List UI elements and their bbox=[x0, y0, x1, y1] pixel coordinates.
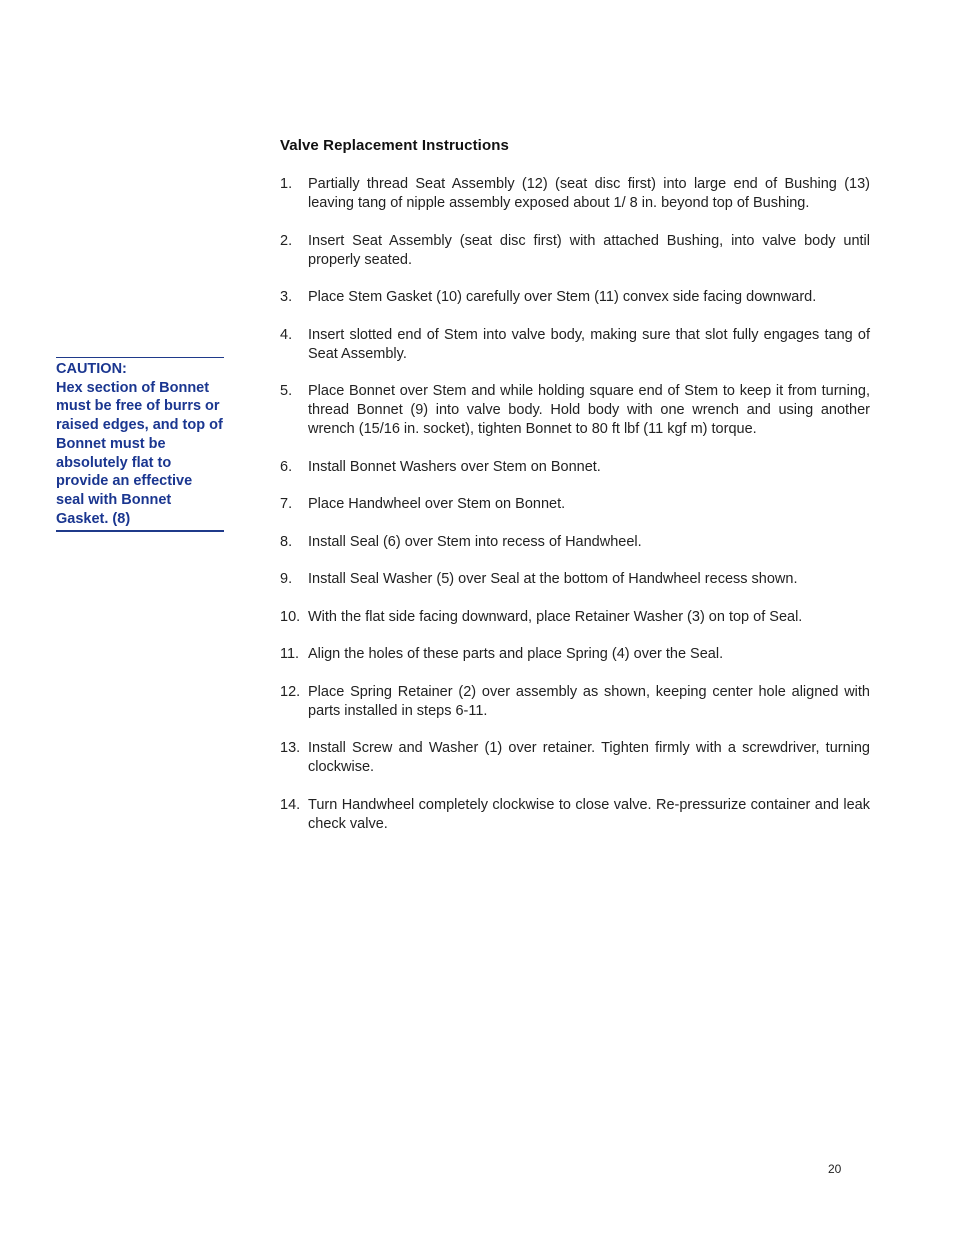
step-number: 1. bbox=[280, 176, 293, 192]
step-number: 9. bbox=[280, 571, 293, 587]
step-text: Align the holes of these parts and place Spring (4) over the Seal. bbox=[308, 646, 724, 662]
instruction-step bbox=[280, 570, 870, 589]
step-number: 8. bbox=[280, 533, 293, 550]
step-number: 7. bbox=[280, 496, 293, 512]
instruction-step bbox=[280, 645, 870, 664]
step-text: Install Screw and Washer (1) over retainer. Tighten firmly with a screwdriver, turning clockwise. bbox=[308, 740, 870, 775]
step-text: Partially thread Seat Assembly (12) (seat disc first) into large end of Bushing (13) leaving tang of nipple assembly exposed about 1/ 8 in. beyond top of Bushing. bbox=[308, 176, 870, 211]
step-text: Insert slotted end of Stem into valve body, making sure that slot fully engages tang of Seat Assembly. bbox=[308, 326, 870, 362]
step-text: Install Seal Washer (5) over Seal at the bottom of Handwheel recess shown. bbox=[308, 571, 798, 587]
step-number: 14. bbox=[280, 796, 301, 813]
step-text: With the flat side facing downward, place Retainer Washer (3) on top of Seal. bbox=[308, 608, 803, 625]
step-number: 13. bbox=[280, 740, 301, 756]
instruction-step bbox=[280, 495, 870, 514]
instruction-step bbox=[280, 739, 870, 777]
instruction-step bbox=[280, 683, 870, 721]
step-text: Place Bonnet over Stem and while holding square end of Stem to keep it from turning, thread Bonnet (9) into valve body. Hold body with one wrench and using another wrench (15/16 in. socket), tighten Bonnet to 80 ft lbf (11 kgf m) torque. bbox=[308, 383, 870, 437]
step-number: 11. bbox=[280, 646, 300, 662]
instruction-step bbox=[280, 608, 870, 627]
instruction-step bbox=[280, 458, 870, 477]
step-text: Place Handwheel over Stem on Bonnet. bbox=[308, 496, 566, 512]
step-number: 3. bbox=[280, 289, 293, 305]
caution-box bbox=[56, 357, 224, 532]
step-number: 5. bbox=[280, 383, 293, 399]
instruction-step bbox=[280, 175, 870, 213]
caution-heading: CAUTION: bbox=[56, 361, 127, 377]
instruction-step bbox=[280, 288, 870, 307]
instruction-list bbox=[280, 175, 870, 852]
step-text: Install Seal (6) over Stem into recess of Handwheel. bbox=[308, 533, 642, 550]
step-number: 12. bbox=[280, 683, 301, 700]
caution-text: Hex section of Bonnet must be free of burrs or raised edges, and top of Bonnet must be absolutely flat to provide an effective seal with Bonnet Gasket. (8) bbox=[56, 379, 223, 527]
instruction-step bbox=[280, 796, 870, 834]
step-text: Insert Seat Assembly (seat disc first) with attached Bushing, into valve body until properly seated. bbox=[308, 232, 870, 268]
instruction-step bbox=[280, 232, 870, 270]
page-number: 20 bbox=[828, 1162, 842, 1176]
step-text: Turn Handwheel completely clockwise to close valve. Re-pressurize container and leak check valve. bbox=[308, 796, 870, 832]
instruction-step bbox=[280, 533, 870, 552]
step-text: Place Stem Gasket (10) carefully over Stem (11) convex side facing downward. bbox=[308, 289, 817, 305]
step-number: 2. bbox=[280, 232, 293, 249]
instruction-step bbox=[280, 326, 870, 364]
step-number: 4. bbox=[280, 326, 293, 343]
step-text: Place Spring Retainer (2) over assembly as shown, keeping center hole aligned with parts installed in steps 6-11. bbox=[308, 683, 870, 719]
step-number: 10. bbox=[280, 608, 301, 625]
step-number: 6. bbox=[280, 458, 293, 475]
step-text: Install Bonnet Washers over Stem on Bonnet. bbox=[308, 458, 601, 475]
instruction-step bbox=[280, 382, 870, 439]
page-title: Valve Replacement Instructions bbox=[280, 137, 509, 154]
